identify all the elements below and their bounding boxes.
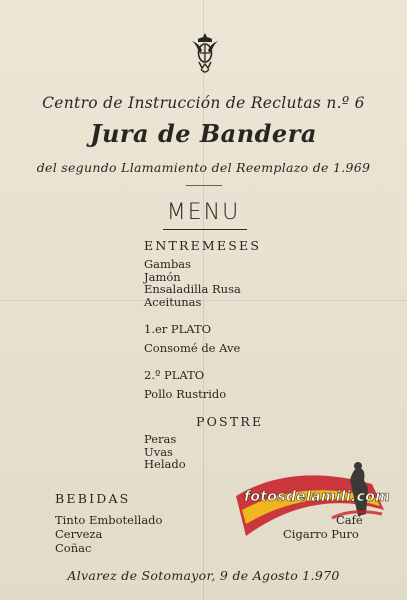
footer-place-date: Alvarez de Sotomayor, 9 de Agosto 1.970 [67, 568, 340, 583]
menu-title: MENU [166, 200, 241, 225]
list-item: Cerveza [55, 527, 103, 541]
divider [186, 185, 222, 186]
section-primer-plato-label: 1.er PLATO [144, 322, 212, 336]
list-item: Gambas [144, 257, 192, 271]
entremeses-list [144, 258, 241, 308]
list-item: Helado [144, 457, 186, 471]
section-bebidas-label: BEBIDAS [55, 491, 131, 506]
list-item: Jamón [144, 269, 181, 284]
event-title: Jura de Bandera [90, 119, 317, 148]
list-item: Cigarro Puro [283, 527, 359, 541]
section-segundo-plato-label: 2.º PLATO [144, 368, 205, 382]
list-item: Uvas [144, 444, 173, 459]
list-item: Pollo Rustrido [144, 387, 227, 401]
institution-line: Centro de Instrucción de Reclutas n.º 6 [42, 94, 365, 112]
bebidas-right-list [283, 513, 363, 541]
list-item: Consomé de Ave [144, 341, 241, 355]
postre-list [144, 433, 186, 471]
list-item: Ensaladilla Rusa [144, 282, 241, 296]
watermark-text: fotosdelamili.com [244, 489, 391, 505]
bebidas-left-list [55, 513, 162, 555]
list-item: Coñac [55, 541, 92, 555]
section-postre-label: POSTRE [196, 414, 264, 429]
event-subtitle: del segundo Llamamiento del Reemplazo de 1.969 [36, 160, 371, 175]
menu-title-underline [163, 229, 247, 230]
list-item: Peras [144, 432, 177, 446]
list-item: Aceitunas [144, 294, 202, 309]
list-item: Café [336, 513, 363, 527]
eagle-crest-icon [190, 31, 220, 77]
section-entremeses-label: ENTREMESES [144, 238, 262, 253]
list-item: Tinto Embotellado [55, 513, 163, 527]
